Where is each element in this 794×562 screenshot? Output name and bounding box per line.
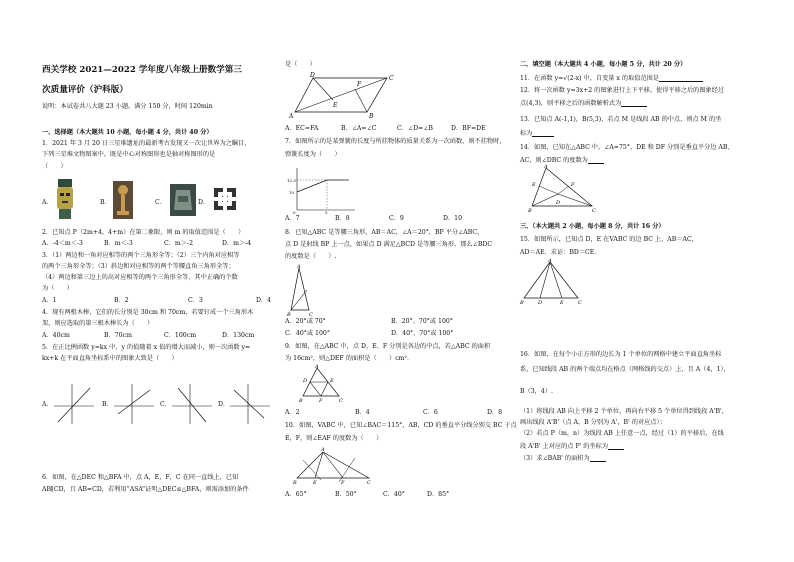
q16-answer-blank-2[interactable] xyxy=(608,443,624,450)
q8-option-a: A．20°或 70° xyxy=(285,318,326,325)
label-d: D xyxy=(310,72,315,79)
q6-line3: 是（ ） xyxy=(285,61,316,68)
q6-parallelogram-figure xyxy=(289,74,399,118)
q1-option-d: D． xyxy=(198,199,210,206)
q13-line1: 13．已知点 A(-1,1)，B(5,3)，若点 M 是线段 AB 的中点，则点 M 的坐 xyxy=(520,116,722,123)
q10-option-a: A．65° xyxy=(285,491,307,498)
label-c: C xyxy=(339,398,343,404)
q7-spring-graph xyxy=(287,166,357,214)
q5-graph-a xyxy=(54,384,94,424)
q9-line2: 为 16cm²，则△DEF 的面积是（ ）cm²． xyxy=(285,355,414,362)
label-f: F xyxy=(341,480,345,486)
q4-option-b: B．70cm xyxy=(104,332,132,339)
label-e: E xyxy=(560,300,564,306)
q12-line2 xyxy=(520,100,647,107)
q5-option-d: D． xyxy=(218,401,230,408)
q8-line1: 8．已知△ABC 是等腰三角形，AB＝AC，∠A＝20°，BP 平分∠ABC， xyxy=(285,229,484,236)
q12-answer-blank[interactable] xyxy=(621,100,647,107)
q2-line1: 2．已知点 P（2m+4，4+m）在第二象限，则 m 的取值范围是（ ） xyxy=(42,229,245,236)
q16-text-7: 段 A'B' 上对应的点 P' 的坐标为 xyxy=(520,442,609,450)
q11-text: 11．在函数 y=√(2-x) 中，自变量 x 的取值范围是 xyxy=(520,74,660,82)
q16-line2: 系，已知线段 AB 的两个端点均在格点（网格线的交点）上，且 A（4，1）， xyxy=(520,366,730,373)
q13-answer-blank[interactable] xyxy=(532,130,554,137)
label-b: B xyxy=(299,398,303,404)
x-tick-0: 0 xyxy=(293,210,296,215)
q14-triangle-figure xyxy=(528,164,598,214)
q6-line1: 6．如图，在△DEC 和△BFA 中，点 A，E，F，C 在同一直线上，已知 xyxy=(42,474,239,481)
q1-option-c: C． xyxy=(155,199,166,206)
q5-graph-c xyxy=(172,384,212,424)
q3-option-d: D．4 xyxy=(256,297,272,304)
q5-graph-b xyxy=(114,384,154,424)
label-d: D xyxy=(303,378,308,384)
q10-option-d: D．85° xyxy=(427,491,450,498)
q8-line3: 的度数是（ ）. xyxy=(285,253,337,260)
q4-option-c: C．100cm xyxy=(164,332,197,339)
q7-option-d: D．10 xyxy=(443,215,463,222)
label-b: B xyxy=(293,480,297,486)
exam-info: 说明：本试卷共八大题 23 小题，满分 150 分，时间 120min xyxy=(42,103,213,110)
label-c: C xyxy=(389,75,394,82)
q16-line4: （1）将线段 AB 向上平移 2 个单位，再向右平移 5 个单位得到线段 A'B'， xyxy=(520,408,728,415)
q8-isosceles-figure xyxy=(287,264,317,316)
label-a: A xyxy=(544,164,548,170)
q4-option-a: A．40cm xyxy=(42,332,70,339)
q7-option-a: A．7 xyxy=(285,215,300,222)
q1-pattern-image xyxy=(212,186,238,212)
q3-line3: （4）两边和第三边上的高对应相等的两个三角形全等，其中正确的个数 xyxy=(42,274,238,281)
section1-heading: 一、选择题（本大题共 10 小题，每小题 4 分，共计 40 分） xyxy=(42,129,213,136)
q7-option-b: B．8 xyxy=(335,215,350,222)
q6-option-d: D．BF=DE xyxy=(451,125,486,132)
q4-line2: 架，则应选取的第三根木棒长为（ ） xyxy=(42,320,154,327)
q7-option-c: C．9 xyxy=(389,215,404,222)
q5-line1: 5．在正比例函数 y=kx 中，y 的值随着 x 值的增大而减小，则一次函数 y= xyxy=(42,344,251,351)
exam-title-line1: 西关学校 2021—2022 学年度八年级上册数学第三 xyxy=(42,65,242,75)
q16-line8 xyxy=(520,455,606,462)
q1-bronze-vessel-image xyxy=(170,184,196,216)
label-a: A xyxy=(297,264,301,270)
x-tick-5: 5 xyxy=(325,210,328,215)
q1-option-a: A． xyxy=(42,199,53,206)
label-f: F xyxy=(319,398,323,404)
q2-option-d: D．m＞-4 xyxy=(222,240,252,247)
label-a: A xyxy=(321,447,325,453)
q2-option-b: B．m＜-3 xyxy=(104,240,133,247)
label-b: B xyxy=(528,208,532,214)
q16-line6: （2）若点 P（m，n）为线段 AB 上任意一点，经过（1）的平移后，在线 xyxy=(520,430,724,437)
q15-line2: AD＝AE．求证：BD＝CE． xyxy=(520,249,601,256)
q5-graph-d xyxy=(230,384,270,424)
label-c: C xyxy=(367,480,371,486)
q10-option-c: C．40° xyxy=(383,491,405,498)
label-e: E xyxy=(330,378,334,384)
q9-midpoint-triangle-figure xyxy=(299,364,345,402)
q1-mask-image xyxy=(56,179,74,221)
section2-heading: 二、填空题（本大题共 4 小题，每小题 5 分，共计 20 分） xyxy=(520,61,687,68)
q15-line1: 15．如图所示，已知点 D，E 在VABC 的边 BC 上，AB＝AC， xyxy=(520,236,698,243)
q12-line1: 12．将一次函数 y=3x+2 的图象进行上下平移，使得平移之后的图象经过 xyxy=(520,87,725,94)
q10-perpendicular-bisector-figure xyxy=(293,446,373,486)
q8-option-c: C．40°或 100° xyxy=(285,330,330,337)
label-e: E xyxy=(532,182,536,188)
label-a: A xyxy=(548,258,552,264)
q14-line1: 14．如图，已知在△ABC 中，∠A=75°，DE 和 DF 分别是垂直平分边 AB、 xyxy=(520,144,734,151)
q10-line2: E，F，则∠EAF 的度数为（ ） xyxy=(285,435,383,442)
label-f: F xyxy=(571,182,575,188)
q14-answer-blank[interactable] xyxy=(588,157,604,164)
q3-option-a: A．1 xyxy=(42,297,57,304)
q10-line1: 10．如图，VABC 中，已知∠BAC＝115°，AB，CD 的垂直平分线分别交 BC 于点 xyxy=(285,422,517,429)
q16-text-8: （3）求∠BAB' 的面积为 xyxy=(520,454,590,462)
label-b: B xyxy=(369,113,374,120)
q13-line2 xyxy=(520,130,554,137)
q16-line7 xyxy=(520,443,624,450)
q16-line5: 画出线段 A'B'（点 A，B 分别为 A'，B' 的对应点）； xyxy=(520,419,666,426)
q8-option-b: B．20°、70°或 100° xyxy=(391,318,453,325)
q1-line3: （ ） xyxy=(42,163,67,170)
label-a: A xyxy=(315,364,319,370)
q16-line1: 16．如图，在每个小正方形的边长为 1 个单位的网格中建立平面直角坐标 xyxy=(520,351,722,358)
q12-text: 点(4,3)，则平移之后的函数解析式为 xyxy=(520,99,622,107)
label-b: B xyxy=(520,300,524,306)
label-f: F xyxy=(357,81,362,88)
q5-option-c: C． xyxy=(160,401,171,408)
q1-line2: 下列三星堆文物图案中，既是中心对称图形也是轴对称图形的是 xyxy=(42,151,216,158)
q4-option-d: D．130cm xyxy=(222,332,255,339)
q6-line2: AB∥CD，且 AB=CD，若利用“ASA”证明△DEC≌△BFA，则需添加的条件 xyxy=(42,486,249,493)
q1-line1: 1．2021 年 3 月 20 日三星堆遗址的最新考古发现又一次让世界为之瞩目， xyxy=(42,140,251,147)
label-e: E xyxy=(333,102,338,109)
label-c: C xyxy=(592,208,596,214)
q9-option-c: C．6 xyxy=(423,409,438,416)
q3-option-c: C．3 xyxy=(188,297,203,304)
q5-line2: kx+k 在平面直角坐标系中的图象大致是（ ） xyxy=(42,355,178,362)
q7-line2: 弹簧长度为（ ） xyxy=(285,151,341,158)
label-a: A xyxy=(289,113,294,120)
q1-bronze-figure-image xyxy=(113,181,133,219)
q5-option-a: A． xyxy=(42,401,53,408)
q8-line2: 点 D 是射线 BP 上一点，如果点 D 满足△BCD 是等腰三角形，那么∠BDC xyxy=(285,241,493,248)
q13-text: 标为 xyxy=(520,129,533,137)
label-d: D xyxy=(556,200,561,206)
q14-text: AC，则∠DBC 的度数为 xyxy=(520,156,588,164)
q7-line1: 7．如图所示的是某弹簧的长度与所挂物体的质量关系为一次函数，则不挂物时， xyxy=(285,138,506,145)
q3-line1: 3．（1）两边和一角对应相等的两个三角形全等；（2）三个内角对应相等 xyxy=(42,252,240,259)
label-c: C xyxy=(578,300,582,306)
exam-title-line2: 次质量评价（沪科版） xyxy=(42,85,128,95)
q6-option-a: A．EC=FA xyxy=(285,125,319,132)
q11-answer-blank[interactable] xyxy=(659,75,703,82)
y-tick-12-5: 12.5 xyxy=(287,178,296,183)
q5-option-b: B． xyxy=(102,401,113,408)
q9-option-b: B．4 xyxy=(355,409,370,416)
q3-line4: 为（ ） xyxy=(42,285,73,292)
q9-line1: 9．如图，在△ABC 中，点 D、E、F 分别是各边的中点，若△ABC 的面积 xyxy=(285,343,491,350)
section3-heading: 三、（本大题共 2 小题，每小题 8 分，共计 16 分） xyxy=(520,223,665,230)
q9-option-a: A．2 xyxy=(285,409,300,416)
q2-option-c: C．m＞-2 xyxy=(164,240,194,247)
q3-line2: 的两个三角形全等；（3）斜边和对应相等的两个等腰直角三角形全等； xyxy=(42,263,235,270)
label-e: E xyxy=(313,480,317,486)
q16-line3: B（3，4）. xyxy=(520,388,553,395)
q16-answer-blank-3[interactable] xyxy=(590,455,606,462)
label-c: C xyxy=(309,312,313,318)
q9-option-d: D．8 xyxy=(487,409,503,416)
q14-line2 xyxy=(520,157,604,164)
label-b: B xyxy=(287,312,291,318)
q8-option-d: D．40°、70°或 100° xyxy=(391,330,454,337)
q6-option-c: C．∠D=∠B xyxy=(397,125,433,132)
label-d: D xyxy=(538,300,543,306)
q11-line xyxy=(520,75,703,82)
q15-isosceles-figure xyxy=(520,258,584,304)
q3-option-b: B．2 xyxy=(114,297,129,304)
q6-option-b: B．∠A=∠C xyxy=(341,125,377,132)
q2-option-a: A．-4＜m＜-3 xyxy=(42,240,83,247)
q1-option-b: B． xyxy=(100,199,111,206)
q10-option-b: B．50° xyxy=(335,491,357,498)
y-tick-10: 10 xyxy=(289,190,295,195)
q4-line1: 4．现有两根木棒，它们的长分别是 30cm 和 70cm，若要钉成一个三角形木 xyxy=(42,309,254,316)
